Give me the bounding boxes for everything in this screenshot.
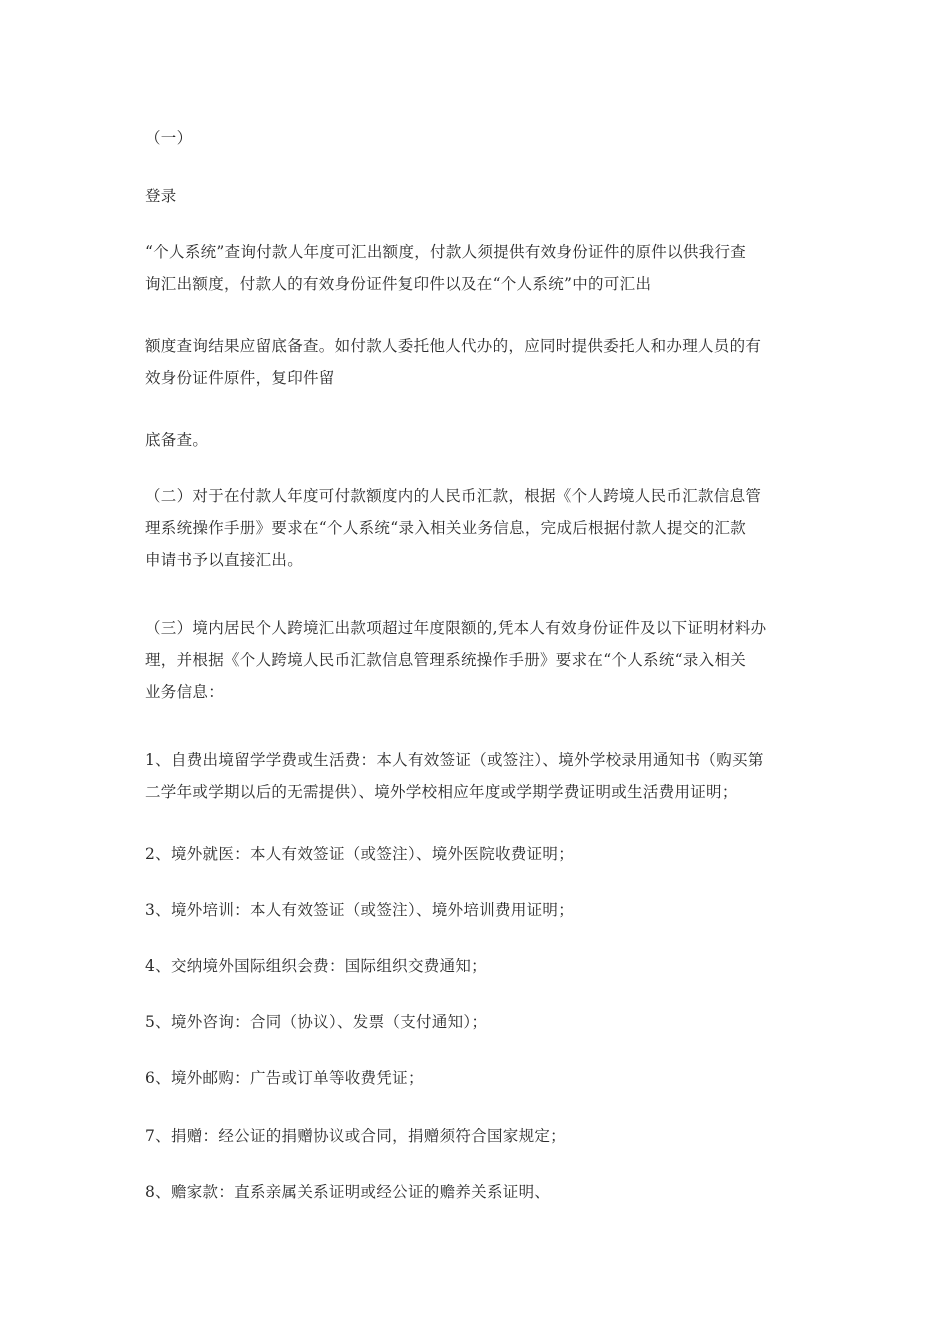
list-item-2: 2、境外就医：本人有效签证（或签注）、境外医院收费证明； [145,845,575,863]
list-item-6: 6、境外邮购：广告或订单等收费凭证； [145,1069,424,1087]
paragraph-query-quota: “个人系统”查询付款人年度可汇出额度，付款人须提供有效身份证件的原件以供我行查 询汇出额度，付款人的有效身份证件复印件以及在“个人系统”中的可汇出 [145,243,747,293]
list-item-1: 1、自费出境留学学费或生活费：本人有效签证（或签注）、境外学校录用通知书（购买第 二学年或学期以后的无需提供）、境外学校相应年度或学期学费证明或生活费用证明； [145,751,764,801]
list-item-4: 4、交纳境外国际组织会费：国际组织交费通知； [145,957,487,975]
list-item-5: 5、境外咨询：合同（协议）、发票（支付通知）； [145,1013,488,1031]
paragraph-retain-end: 底备查。 [145,431,209,449]
list-item-8: 8、赡家款：直系亲属关系证明或经公证的赡养关系证明、 [145,1183,551,1201]
paragraph-retain-records: 额度查询结果应留底备查。如付款人委托他人代办的，应同时提供委托人和办理人员的有 效身份证件原件，复印件留 [145,337,762,387]
list-item-3: 3、境外培训：本人有效签证（或签注）、境外培训费用证明； [145,901,575,919]
paragraph-section-3: （三）境内居民个人跨境汇出款项超过年度限额的,凭本人有效身份证件及以下证明材料办 理，并根据《个人跨境人民币汇款信息管理系统操作手册》要求在“个人系统“录入相关 业务信息： [145,619,767,701]
paragraph-login: 登录 [145,187,177,205]
paragraph-section-2: （二）对于在付款人年度可付款额度内的人民币汇款，根据《个人跨境人民币汇款信息管 理系统操作手册》要求在“个人系统“录入相关业务信息，完成后根据付款人提交的汇款 申请书予以直接汇出。 [145,487,762,569]
list-item-7: 7、捐赠：经公证的捐赠协议或合同，捐赠须符合国家规定； [145,1127,566,1145]
section-number-1: （一） [145,129,193,147]
